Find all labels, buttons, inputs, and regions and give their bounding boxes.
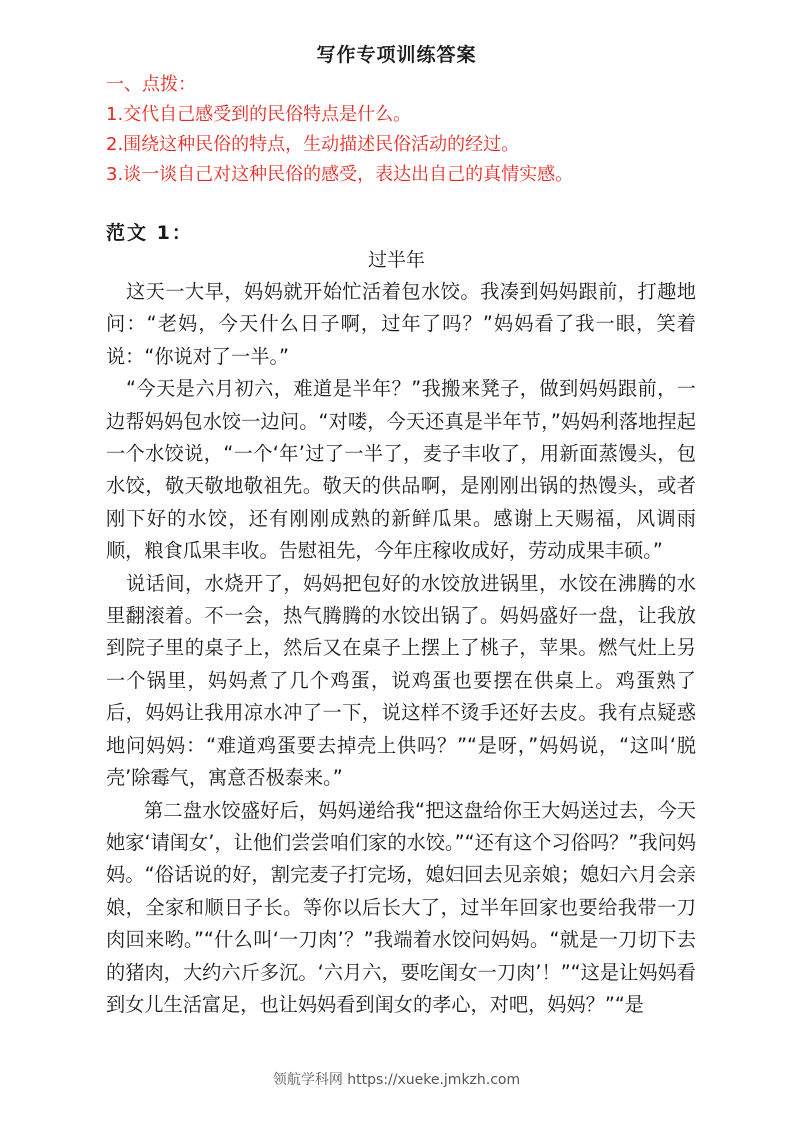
essay-paragraph-2: “今天是六月初六，难道是半年？”我搬来凳子，做到妈妈跟前，一边帮妈妈包水饺一边问。“对喽，今天还真是半年节，”妈妈利落地捏起一个水饺说，“一个‘年’过了一半了，麦子丰收了，用新面蒸馒头，包水饺，敬天敬地敬祖先。敬天的供品啊，是刚刚出锅的热馒头，或者刚下好的水饺，还有刚刚成熟的新鲜瓜果。感谢上天赐福，风调雨顺，粮食瓜果丰收。告慰祖先，今年庄稼收成好，劳动成果丰硕。”	[106, 377, 696, 563]
tip-item-1: 1.交代自己感受到的民俗特点是什么。	[106, 104, 412, 125]
tips-section	[106, 70, 746, 190]
sample-label: 范文 1：	[106, 222, 193, 244]
essay-paragraph-3: 说话间，水烧开了，妈妈把包好的水饺放进锅里，水饺在沸腾的水里翻滚着。不一会，热气腾腾的水饺出锅了。妈妈盛好一盘，让我放到院子里的桌子上，然后又在桌子上摆上了桃子，苹果。燃气灶上另一个锅里，妈妈煮了几个鸡蛋，说鸡蛋也要摆在供桌上。鸡蛋熟了后，妈妈让我用凉水冲了一下，说这样不烫手还好去皮。我有点疑惑地问妈妈：“难道鸡蛋要去掉壳上供吗？”“是呀，”妈妈说，“这叫‘脱壳’除霉气，寓意否极泰来。”	[106, 571, 696, 790]
tips-heading: 一、点拨：	[106, 74, 196, 95]
essay-body	[106, 276, 696, 1021]
tip-item-2: 2.围绕这种民俗的特点，生动描述民俗活动的经过。	[106, 134, 520, 155]
essay-paragraph-1: 这天一大早，妈妈就开始忙活着包水饺。我凑到妈妈跟前，打趣地问：“老妈，今天什么日子啊，过年了吗？”妈妈看了我一眼，笑着说：“你说对了一半。”	[106, 280, 696, 368]
page-title: 写作专项训练答案	[316, 44, 477, 66]
essay-paragraph-4: 第二盘水饺盛好后，妈妈递给我“把这盘给你王大妈送过去，今天她家‘请闺女’，让他们尝尝咱们家的水饺。”“还有这个习俗吗？”我问妈妈。“俗话说的好，割完麦子打完场，媳妇回去见亲娘；媳妇六月会亲娘，全家和顺日子长。等你以后长大了，过半年回家也要给我带一刀肉回来哟。”“什么叫‘一刀肉’？”我端着水饺问妈妈。“就是一刀切下去的猪肉，大约六斤多沉。‘六月六，要吃闺女一刀肉’！”“这是让妈妈看到女儿生活富足，也让妈妈看到闺女的孝心，对吧，妈妈？”“是	[106, 798, 696, 1016]
tip-item-3: 3.谈一谈自己对这种民俗的感受，表达出自己的真情实感。	[106, 164, 574, 185]
essay-title: 过半年	[367, 249, 425, 271]
footer-watermark: 领航学科网 https://xueke.jmkzh.com	[272, 1072, 521, 1088]
